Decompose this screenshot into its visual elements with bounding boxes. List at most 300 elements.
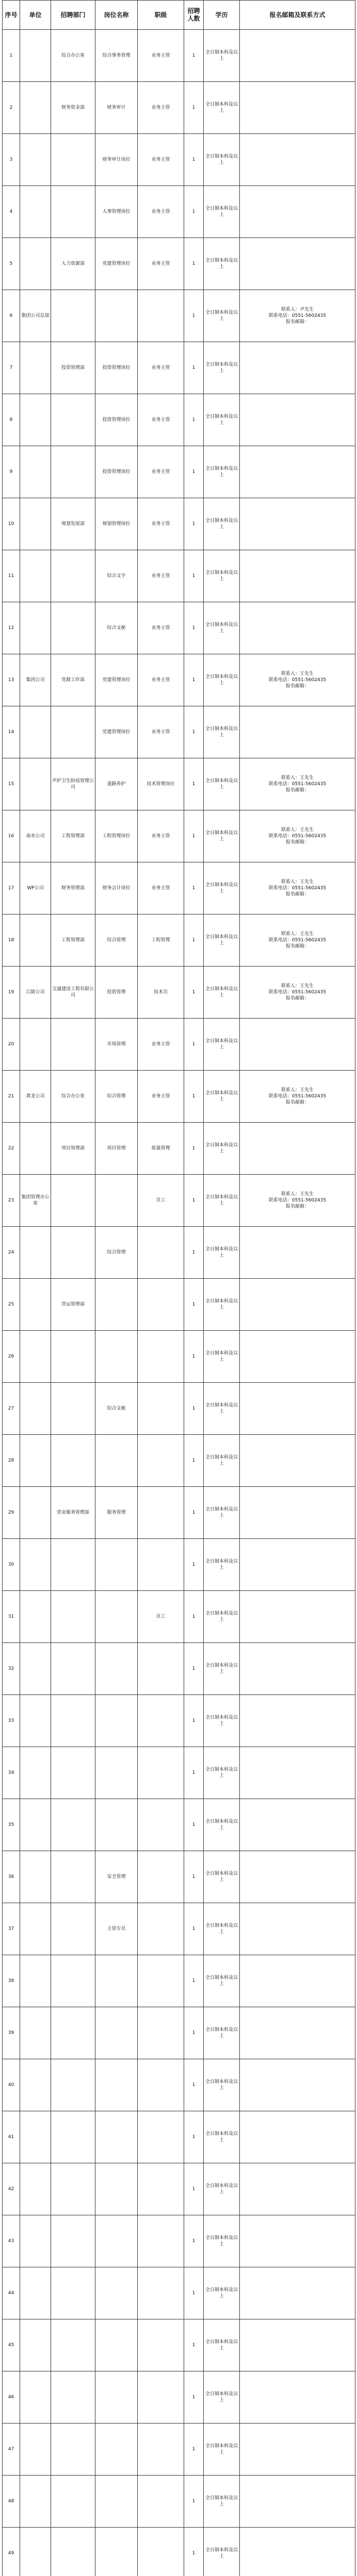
row-number-cell: 37: [3, 1903, 20, 1955]
contact-cell: [240, 498, 355, 550]
table-row: [3, 2528, 355, 2576]
row-number-cell: 49: [3, 2528, 20, 2576]
contact-line: 联系人：王先生: [281, 1088, 314, 1093]
contact-cell: [240, 1487, 355, 1539]
header-cell-contact: 报名邮箱及联系方式: [240, 1, 355, 30]
table-row: [3, 1799, 355, 1851]
rank-cell: [138, 1643, 184, 1695]
headcount-cell: 1: [184, 1695, 204, 1747]
department-cell: [51, 1383, 95, 1435]
row-number-cell: 23: [3, 1175, 20, 1227]
headcount-cell: 1: [184, 2371, 204, 2424]
position-cell: 党建管理岗位: [95, 238, 138, 290]
contact-cell: [240, 2424, 355, 2476]
position-cell: [95, 1747, 138, 1799]
education-cell: 全日制本科及以上: [204, 2163, 240, 2215]
department-cell: 工程管理部: [51, 914, 95, 967]
department-cell: 项目管理部: [51, 1123, 95, 1175]
unit-cell: [20, 2267, 51, 2319]
unit-cell: [20, 1903, 51, 1955]
education-cell: 全日制本科及以上: [204, 82, 240, 134]
unit-cell: [20, 2215, 51, 2267]
row-number-cell: 33: [3, 1695, 20, 1747]
education-cell: 全日制本科及以上: [204, 2424, 240, 2476]
row-number-cell: 24: [3, 1227, 20, 1279]
rank-cell: [138, 1435, 184, 1487]
contact-cell: [240, 2476, 355, 2528]
contact-cell: [240, 1279, 355, 1331]
education-cell: 全日制本科及以上: [204, 758, 240, 810]
rank-cell: [138, 2215, 184, 2267]
contact-cell: [240, 1695, 355, 1747]
row-number-cell: 34: [3, 1747, 20, 1799]
position-cell: 财务审计: [95, 82, 138, 134]
rank-cell: [138, 2476, 184, 2528]
unit-cell: 集团管理办公室: [20, 1175, 51, 1227]
education-cell: 全日制本科及以上: [204, 2267, 240, 2319]
contact-cell: [240, 186, 355, 238]
row-number-cell: 10: [3, 498, 20, 550]
row-number-cell: 45: [3, 2319, 20, 2371]
education-cell: 全日制本科及以上: [204, 1175, 240, 1227]
education-cell: 全日制本科及以上: [204, 446, 240, 498]
contact-cell: [240, 1019, 355, 1071]
rank-cell: 业务主管: [138, 862, 184, 914]
position-cell: [95, 1175, 138, 1227]
education-cell: 全日制本科及以上: [204, 2371, 240, 2424]
headcount-cell: 1: [184, 706, 204, 758]
contact-cell: [240, 446, 355, 498]
contact-line: 联系人：王先生: [281, 827, 314, 833]
table-row: [3, 2371, 355, 2424]
education-cell: 全日制本科及以上: [204, 550, 240, 602]
headcount-cell: 1: [184, 1331, 204, 1383]
row-number-cell: 20: [3, 1019, 20, 1071]
unit-cell: [20, 758, 51, 810]
table-row: [3, 1487, 355, 1539]
contact-cell: [240, 810, 355, 862]
unit-cell: [20, 1383, 51, 1435]
department-cell: 交通建设工程有限公司: [51, 967, 95, 1019]
position-cell: [95, 2371, 138, 2424]
table-row: [3, 186, 355, 238]
unit-cell: 黄龙公司: [20, 1071, 51, 1123]
table-row: [3, 2007, 355, 2059]
headcount-cell: 1: [184, 1487, 204, 1539]
row-number-cell: 7: [3, 342, 20, 394]
row-number-cell: 40: [3, 2059, 20, 2111]
table-row: [3, 602, 355, 654]
unit-cell: [20, 1799, 51, 1851]
unit-cell: [20, 1955, 51, 2007]
department-cell: [51, 1331, 95, 1383]
table-row: [3, 446, 355, 498]
position-cell: 投资管理岗位: [95, 342, 138, 394]
contact-cell: [240, 1591, 355, 1643]
contact-cell: [240, 914, 355, 967]
rank-cell: [138, 1799, 184, 1851]
header-row: [3, 1, 355, 30]
table-row: [3, 1851, 355, 1903]
education-cell: 全日制本科及以上: [204, 1695, 240, 1747]
contact-line: 联系人：王先生: [281, 931, 314, 937]
table-row: [3, 1747, 355, 1799]
headcount-cell: 1: [184, 1123, 204, 1175]
unit-cell: [20, 82, 51, 134]
unit-cell: [20, 498, 51, 550]
department-cell: [51, 1955, 95, 2007]
headcount-cell: 1: [184, 602, 204, 654]
contact-cell: [240, 654, 355, 706]
headcount-cell: 1: [184, 1903, 204, 1955]
contact-cell: [240, 2007, 355, 2059]
headcount-cell: 1: [184, 2059, 204, 2111]
unit-cell: [20, 602, 51, 654]
education-cell: 全日制本科及以上: [204, 1071, 240, 1123]
education-cell: 全日制本科及以上: [204, 1487, 240, 1539]
table-row: [3, 2163, 355, 2215]
headcount-cell: 1: [184, 238, 204, 290]
department-cell: [51, 2371, 95, 2424]
table-row: [3, 1071, 355, 1123]
headcount-cell: 1: [184, 342, 204, 394]
table-row: [3, 2424, 355, 2476]
contact-cell: [240, 238, 355, 290]
headcount-cell: 1: [184, 2111, 204, 2163]
contact-line: 报名邮箱：: [285, 1204, 309, 1209]
contact-cell: [240, 1903, 355, 1955]
department-cell: [51, 1851, 95, 1903]
department-cell: [51, 290, 95, 342]
contact-cell: [240, 967, 355, 1019]
row-number-cell: 27: [3, 1383, 20, 1435]
table-row: [3, 1695, 355, 1747]
unit-cell: [20, 1487, 51, 1539]
department-cell: [51, 2111, 95, 2163]
header-cell-department: 招聘部门: [51, 1, 95, 30]
headcount-cell: 1: [184, 1435, 204, 1487]
row-number-cell: 21: [3, 1071, 20, 1123]
contact-line: 联系电话：0551-5602435: [268, 313, 327, 318]
row-number-cell: 41: [3, 2111, 20, 2163]
row-number-cell: 3: [3, 134, 20, 186]
education-cell: 全日制本科及以上: [204, 186, 240, 238]
rank-cell: 业务主管: [138, 498, 184, 550]
position-cell: 综合文字: [95, 550, 138, 602]
headcount-cell: 1: [184, 446, 204, 498]
education-cell: 全日制本科及以上: [204, 2476, 240, 2528]
table-row: [3, 1903, 355, 1955]
education-cell: 全日制本科及以上: [204, 1331, 240, 1383]
table-row: [3, 498, 355, 550]
unit-cell: [20, 2528, 51, 2576]
education-cell: 全日制本科及以上: [204, 602, 240, 654]
table-row: [3, 550, 355, 602]
row-number-cell: 44: [3, 2267, 20, 2319]
department-cell: [51, 2215, 95, 2267]
education-cell: 全日制本科及以上: [204, 2528, 240, 2576]
contact-line: 报名邮箱：: [285, 788, 309, 793]
education-cell: 全日制本科及以上: [204, 2319, 240, 2371]
position-cell: 综合管理: [95, 914, 138, 967]
position-cell: 道路养护: [95, 758, 138, 810]
unit-cell: [20, 1019, 51, 1071]
row-number-cell: 19: [3, 967, 20, 1019]
rank-cell: 工程管理: [138, 914, 184, 967]
rank-cell: 业务主管: [138, 550, 184, 602]
contact-cell: [240, 1747, 355, 1799]
contact-line: 报名邮箱：: [285, 996, 309, 1001]
header-cell-rank: 职级: [138, 1, 184, 30]
table-row: [3, 2111, 355, 2163]
unit-cell: [20, 134, 51, 186]
contact-line: 联系电话：0551-5602435: [268, 782, 327, 787]
contact-cell: [240, 2371, 355, 2424]
position-cell: [95, 1435, 138, 1487]
contact-line: 报名邮箱：: [285, 840, 309, 845]
headcount-cell: 1: [184, 2476, 204, 2528]
education-cell: 全日制本科及以上: [204, 1799, 240, 1851]
education-cell: 全日制本科及以上: [204, 706, 240, 758]
contact-cell: [240, 2111, 355, 2163]
table-row: [3, 1331, 355, 1383]
table-row: [3, 654, 355, 706]
education-cell: 全日制本科及以上: [204, 1539, 240, 1591]
headcount-cell: 1: [184, 1019, 204, 1071]
row-number-cell: 1: [3, 30, 20, 82]
position-cell: 主管专员: [95, 1903, 138, 1955]
headcount-cell: 1: [184, 2215, 204, 2267]
rank-cell: [138, 1851, 184, 1903]
table-row: [3, 810, 355, 862]
row-number-cell: 30: [3, 1539, 20, 1591]
education-cell: 全日制本科及以上: [204, 967, 240, 1019]
table-row: [3, 1279, 355, 1331]
rank-cell: [138, 2163, 184, 2215]
contact-line: 报名邮箱：: [285, 944, 309, 949]
position-cell: [95, 1799, 138, 1851]
unit-cell: [20, 1643, 51, 1695]
contact-cell: [240, 1071, 355, 1123]
position-cell: 党建管理岗位: [95, 654, 138, 706]
contact-line: 联系电话：0551-5602435: [268, 886, 327, 891]
department-cell: [51, 602, 95, 654]
row-number-cell: 25: [3, 1279, 20, 1331]
position-cell: 工程管理岗位: [95, 810, 138, 862]
row-number-cell: 22: [3, 1123, 20, 1175]
contact-cell: [240, 1123, 355, 1175]
contact-line: 联系电话：0551-5602435: [268, 990, 327, 995]
rank-cell: [138, 290, 184, 342]
unit-cell: 集团公司总部: [20, 290, 51, 342]
education-cell: 全日制本科及以上: [204, 654, 240, 706]
rank-cell: [138, 1227, 184, 1279]
department-cell: 营业服务管理部: [51, 1487, 95, 1539]
position-cell: 综合管理: [95, 1227, 138, 1279]
row-number-cell: 39: [3, 2007, 20, 2059]
headcount-cell: 1: [184, 290, 204, 342]
unit-cell: [20, 1695, 51, 1747]
headcount-cell: 1: [184, 1851, 204, 1903]
unit-cell: [20, 1539, 51, 1591]
headcount-cell: 1: [184, 498, 204, 550]
department-cell: [51, 2059, 95, 2111]
position-cell: 规划管理岗位: [95, 498, 138, 550]
department-cell: [51, 1903, 95, 1955]
headcount-cell: 1: [184, 1071, 204, 1123]
header-cell-position: 岗位名称: [95, 1, 138, 30]
position-cell: [95, 2319, 138, 2371]
rank-cell: [138, 1747, 184, 1799]
headcount-cell: 1: [184, 758, 204, 810]
table-row: [3, 1019, 355, 1071]
table-row: [3, 914, 355, 967]
row-number-cell: 42: [3, 2163, 20, 2215]
headcount-cell: 1: [184, 2424, 204, 2476]
header-cell-count: 招聘人数: [184, 1, 204, 30]
row-number-cell: 26: [3, 1331, 20, 1383]
table-row: [3, 2319, 355, 2371]
department-cell: [51, 134, 95, 186]
headcount-cell: 1: [184, 1591, 204, 1643]
row-number-cell: 12: [3, 602, 20, 654]
position-cell: 综合事务管理: [95, 30, 138, 82]
department-cell: 财务管理部: [51, 862, 95, 914]
department-cell: [51, 2319, 95, 2371]
table-header: [3, 1, 355, 30]
rank-cell: [138, 2059, 184, 2111]
education-cell: 全日制本科及以上: [204, 1383, 240, 1435]
education-cell: 全日制本科及以上: [204, 290, 240, 342]
unit-cell: [20, 2424, 51, 2476]
unit-cell: [20, 914, 51, 967]
rank-cell: [138, 2319, 184, 2371]
education-cell: 全日制本科及以上: [204, 1851, 240, 1903]
department-cell: [51, 1591, 95, 1643]
row-number-cell: 43: [3, 2215, 20, 2267]
department-cell: 工程管理部: [51, 810, 95, 862]
headcount-cell: 1: [184, 30, 204, 82]
education-cell: 全日制本科及以上: [204, 1019, 240, 1071]
contact-cell: [240, 1955, 355, 2007]
headcount-cell: 1: [184, 2319, 204, 2371]
headcount-cell: 1: [184, 1799, 204, 1851]
row-number-cell: 29: [3, 1487, 20, 1539]
rank-cell: 技术员: [138, 967, 184, 1019]
headcount-cell: 1: [184, 1383, 204, 1435]
headcount-cell: 1: [184, 1279, 204, 1331]
unit-cell: 南水公司: [20, 810, 51, 862]
table-row: [3, 30, 355, 82]
contact-cell: [240, 1539, 355, 1591]
unit-cell: [20, 1123, 51, 1175]
headcount-cell: 1: [184, 1175, 204, 1227]
table-row: [3, 1591, 355, 1643]
headcount-cell: 1: [184, 862, 204, 914]
contact-cell: [240, 1175, 355, 1227]
table-row: [3, 290, 355, 342]
education-cell: 全日制本科及以上: [204, 394, 240, 446]
contact-cell: [240, 1799, 355, 1851]
contact-cell: [240, 2267, 355, 2319]
contact-cell: [240, 1435, 355, 1487]
rank-cell: 员工: [138, 1591, 184, 1643]
contact-cell: [240, 1383, 355, 1435]
unit-cell: [20, 1435, 51, 1487]
education-cell: 全日制本科及以上: [204, 2215, 240, 2267]
contact-line: 联系人：王先生: [281, 775, 314, 781]
table-row: [3, 862, 355, 914]
department-cell: 财务资金部: [51, 82, 95, 134]
education-cell: 全日制本科及以上: [204, 1435, 240, 1487]
rank-cell: 业务主管: [138, 342, 184, 394]
headcount-cell: 1: [184, 134, 204, 186]
rank-cell: 业务主管: [138, 134, 184, 186]
row-number-cell: 48: [3, 2476, 20, 2528]
unit-cell: [20, 2163, 51, 2215]
education-cell: 全日制本科及以上: [204, 1747, 240, 1799]
row-number-cell: 9: [3, 446, 20, 498]
row-number-cell: 14: [3, 706, 20, 758]
contact-cell: [240, 2059, 355, 2111]
education-cell: 全日制本科及以上: [204, 1279, 240, 1331]
education-cell: 全日制本科及以上: [204, 1591, 240, 1643]
department-cell: [51, 1435, 95, 1487]
education-cell: 全日制本科及以上: [204, 134, 240, 186]
headcount-cell: 1: [184, 394, 204, 446]
contact-cell: [240, 706, 355, 758]
table-row: [3, 1383, 355, 1435]
rank-cell: 业务主管: [138, 602, 184, 654]
education-cell: 全日制本科及以上: [204, 2111, 240, 2163]
contact-cell: [240, 290, 355, 342]
rank-cell: 业务主管: [138, 1019, 184, 1071]
table-row: [3, 2476, 355, 2528]
row-number-cell: 31: [3, 1591, 20, 1643]
rank-cell: [138, 1383, 184, 1435]
rank-cell: 业务主管: [138, 238, 184, 290]
department-cell: [51, 550, 95, 602]
table-row: [3, 2267, 355, 2319]
department-cell: [51, 2424, 95, 2476]
rank-cell: [138, 2424, 184, 2476]
contact-cell: [240, 862, 355, 914]
contact-cell: [240, 1331, 355, 1383]
headcount-cell: 1: [184, 1747, 204, 1799]
unit-cell: [20, 238, 51, 290]
table-row: [3, 2215, 355, 2267]
contact-line: 联系电话：0551-5602435: [268, 938, 327, 943]
table-row: [3, 2059, 355, 2111]
department-cell: [51, 1539, 95, 1591]
rank-cell: [138, 1903, 184, 1955]
header-cell-no: 序号: [3, 1, 20, 30]
unit-cell: [20, 706, 51, 758]
rank-cell: 业务主管: [138, 654, 184, 706]
education-cell: 全日制本科及以上: [204, 1903, 240, 1955]
position-cell: 投资管理岗位: [95, 446, 138, 498]
education-cell: 全日制本科及以上: [204, 914, 240, 967]
position-cell: 市场管理: [95, 1019, 138, 1071]
contact-line: 联系电话：0551-5602435: [268, 1198, 327, 1203]
rank-cell: [138, 1487, 184, 1539]
table-row: [3, 134, 355, 186]
rank-cell: 业务主管: [138, 1071, 184, 1123]
rank-cell: 业务主管: [138, 810, 184, 862]
unit-cell: [20, 2476, 51, 2528]
department-cell: 人力资源部: [51, 238, 95, 290]
position-cell: [95, 2215, 138, 2267]
